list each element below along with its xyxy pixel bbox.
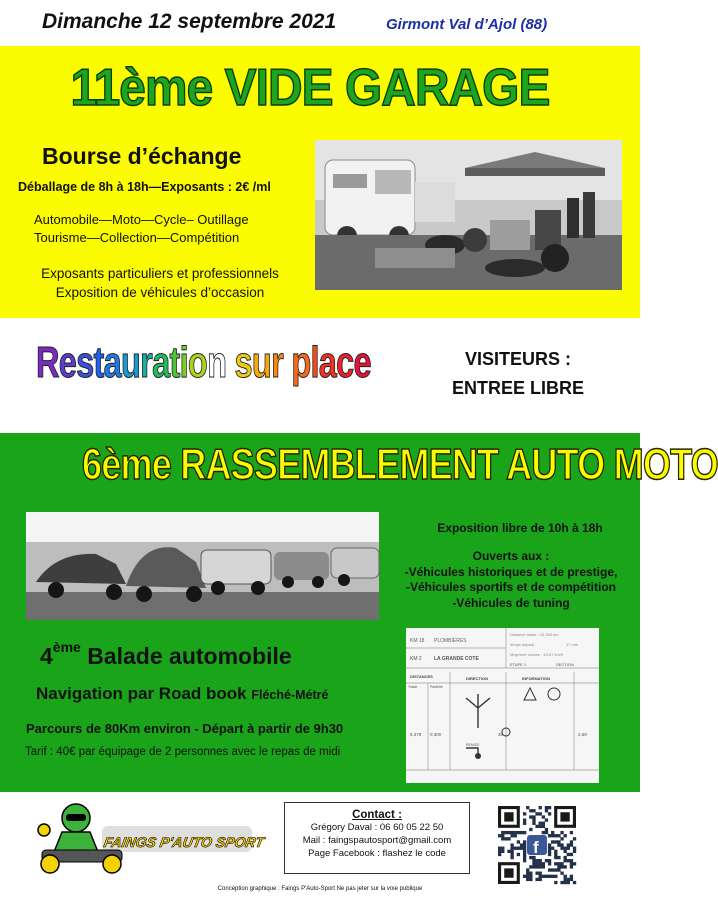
flea-market-photo [315, 140, 622, 290]
event-date: Dimanche 12 septembre 2021 [42, 10, 337, 33]
restauration-letter: a [152, 338, 170, 387]
credit-text: Conception graphique : Faings P'Auto-Sport Ne pas jeter sur la voie publique [217, 886, 423, 892]
categories-line: Automobile—Moto—Cycle– Outillage [34, 212, 249, 227]
cars-photo [26, 512, 379, 620]
event-place: Girmont Val d’Ajol (88) [386, 16, 548, 33]
categories-list [34, 211, 249, 247]
restauration-letter: i [179, 338, 188, 387]
schedule-text: Déballage de 8h à 18h—Exposants : 2€ /ml [18, 180, 271, 194]
open-to-list [384, 549, 638, 611]
restauration-letter: e [353, 338, 371, 387]
restauration-letter: t [93, 338, 104, 387]
svg-text:f: f [533, 838, 539, 857]
roadbook-info4b: SECTION [556, 662, 574, 667]
visitors-line: ENTREE LIBRE [451, 378, 584, 398]
categories-line: Tourisme—Collection—Compétition [34, 230, 240, 245]
vehicle-item: -Véhicules historiques et de prestige, [404, 564, 618, 579]
visitors-info [418, 345, 618, 403]
bourse-heading: Bourse d’échange [42, 143, 242, 169]
qr-code-icon [498, 806, 576, 884]
contact-mail[interactable]: Mail : faingspautosport@gmail.com [302, 835, 452, 846]
restauration-letter: a [103, 338, 122, 387]
cars-illustration [26, 512, 379, 620]
restauration-letter: n [207, 338, 227, 387]
restauration-letter: l [310, 338, 319, 387]
balade-title: Balade automobile [87, 643, 292, 669]
navigation-text [36, 684, 328, 704]
roadbook-row2b: LA GRANDE COTE [434, 656, 479, 662]
exhibitors-text [20, 264, 300, 302]
roadbook-info2: temps imparti : [510, 642, 537, 647]
club-logo-text: FAINGS P'AUTO SPORT [102, 834, 266, 850]
roadbook-label: REMICE [466, 743, 480, 747]
roadbook-d2: 0,300 [430, 732, 442, 737]
balade-number: 4 [40, 643, 53, 669]
restauration-letter: t [169, 338, 180, 387]
vehicle-item: -Véhicules de tuning [452, 595, 570, 610]
roadbook-col1a: Totale [408, 685, 418, 689]
roadbook-info2b: 17 min [566, 642, 579, 647]
roadbook-image [406, 628, 599, 783]
open-to-heading: Ouverts aux : [472, 549, 550, 563]
roadbook-info4: ETAPE 1 [510, 662, 527, 667]
vehicle-item: -Véhicules sportifs et de compétition [405, 580, 617, 594]
restauration-title [36, 338, 371, 388]
roadbook-row2a: KM 2 [410, 656, 422, 662]
contact-facebook: Page Facebook : flashez le code [308, 848, 446, 859]
restauration-letter: u [251, 338, 272, 387]
contact-phone: Grégory Daval : 06 60 05 22 50 [310, 822, 444, 833]
restauration-letter: a [318, 338, 337, 387]
restauration-letter: s [76, 338, 94, 387]
rassemblement-title: 6ème RASSEMBLEMENT AUTO MOTO [82, 440, 718, 489]
balade-heading [40, 639, 292, 670]
restauration-letter: r [271, 338, 284, 387]
balade-sup: ème [52, 639, 81, 655]
restauration-letter: s [234, 338, 252, 387]
roadbook-col3: INFORMATION [522, 676, 550, 681]
exhibitors-line: Exposants particuliers et professionnels [41, 266, 279, 281]
price-text: Tarif : 40€ par équipage de 2 personnes avec le repas de midi [25, 746, 341, 758]
vide-garage-title: 11ème VIDE GARAGE [70, 59, 550, 117]
roadbook-d4: 2,69 [578, 732, 587, 737]
route-text: Parcours de 80Km environ - Départ à partir de 9h30 [26, 721, 344, 736]
restauration-letter [283, 338, 291, 387]
roadbook-info1: Distance totale : 15.300 km [510, 632, 559, 637]
visitors-line: VISITEURS : [464, 349, 571, 369]
restauration-letter: c [336, 338, 354, 387]
restauration-letter: p [291, 338, 311, 387]
roadbook-d1: 5,378 [410, 732, 422, 737]
facebook-qr-code[interactable] [498, 806, 576, 884]
roadbook-info3: Moyenne horaire : 43.07 km/h [510, 652, 564, 657]
restauration-letter: u [121, 338, 141, 387]
expo-libre-text: Exposition libre de 10h à 18h [437, 521, 603, 535]
roadbook-col2: DIRECTION [466, 676, 488, 681]
restauration-letter: r [140, 338, 153, 387]
roadbook-col1: DISTANCES [410, 674, 433, 679]
contact-box [284, 802, 470, 874]
restauration-letter: o [187, 338, 208, 387]
navigation-small: Fléché-Métré [251, 688, 329, 702]
roadbook-col1b: Partielle [430, 685, 443, 689]
restauration-letter [226, 338, 234, 387]
exhibitors-line: Exposition de véhicules d’occasion [55, 285, 265, 300]
roadbook-row1b: PLOMBIERES [434, 638, 467, 644]
roadbook-d3: 35 [498, 732, 504, 737]
roadbook-row1a: KM 18 [410, 638, 425, 644]
flea-market-illustration [315, 140, 622, 290]
navigation-main: Navigation par Road book [36, 684, 247, 703]
contact-heading: Contact : [352, 809, 402, 821]
restauration-letter: e [58, 338, 77, 387]
restauration-letter: R [36, 338, 59, 387]
roadbook-illustration [406, 628, 599, 783]
